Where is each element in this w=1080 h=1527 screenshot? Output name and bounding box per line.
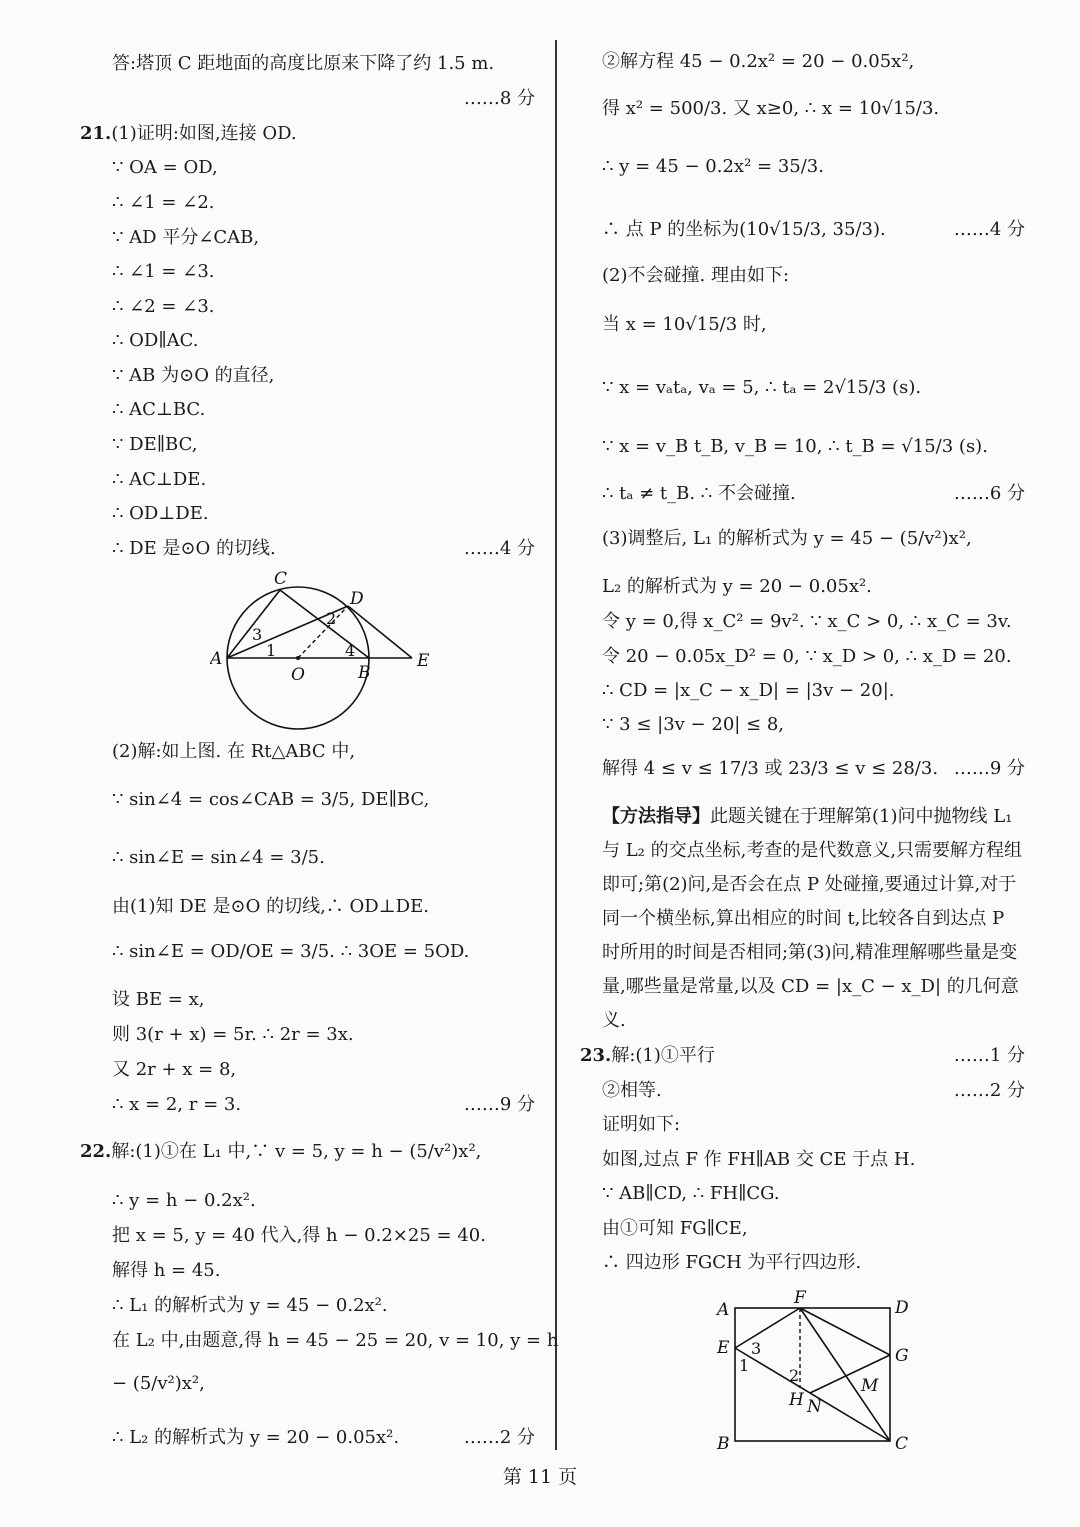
- solution-line: ②相等.: [602, 1080, 662, 1101]
- solution-line: ∴ y = h − 0.2x².: [112, 1190, 256, 1211]
- score-mark: ……6 分: [953, 483, 1025, 504]
- label-d: D: [350, 589, 364, 609]
- angle-1-label: 1: [266, 641, 277, 660]
- solution-line: ②解方程 45 − 0.2x² = 20 − 0.05x²,: [602, 51, 915, 72]
- solution-line: 又 2r + x = 8,: [112, 1059, 237, 1080]
- solution-line: ∵ AB 为⊙O 的直径,: [112, 365, 275, 386]
- label-m: M: [861, 1376, 879, 1396]
- solution-line: ∵ x = v_B t_B, v_B = 10, ∴ t_B = √15/3 (s).: [602, 436, 988, 457]
- solution-line: ∴ y = 45 − 0.2x² = 35/3.: [602, 156, 824, 177]
- solution-line: ∴ ∠2 = ∠3.: [112, 296, 215, 317]
- solution-line: ∵ sin∠4 = cos∠CAB = 3/5, DE∥BC,: [112, 789, 430, 810]
- solution-line: ∴ AC⊥BC.: [112, 399, 206, 420]
- angle-2-label: 2: [789, 1366, 800, 1385]
- score-mark: ……9 分: [463, 1094, 535, 1115]
- score-mark: ……8 分: [463, 88, 535, 109]
- solution-line: 解:(1)①平行: [611, 1045, 715, 1066]
- label-n: N: [807, 1397, 822, 1417]
- rectangle-parallelogram-figure: [705, 1285, 925, 1457]
- problem-22-header: [80, 1140, 535, 1164]
- solution-line: 如图,过点 F 作 FH∥AB 交 CE 于点 H.: [602, 1149, 916, 1170]
- solution-line: (1)证明:如图,连接 OD.: [111, 123, 297, 144]
- solution-line: − (5/v²)x²,: [112, 1373, 205, 1394]
- solution-line: ∴ ∠1 = ∠3.: [112, 261, 215, 282]
- solution-line: (3)调整后, L₁ 的解析式为 y = 45 − (5/v²)x²,: [602, 528, 972, 549]
- angle-3-label: 3: [252, 625, 263, 644]
- solution-line: ∵ AB∥CD, ∴ FH∥CG.: [602, 1183, 780, 1204]
- solution-line: ∵ 3 ≤ |3v − 20| ≤ 8,: [602, 714, 785, 735]
- segment-fg: [800, 1308, 890, 1355]
- solution-line: ∴ AC⊥DE.: [112, 469, 207, 490]
- solution-line: ∵ x = vₐtₐ, vₐ = 5, ∴ tₐ = 2√15/3 (s).: [602, 377, 922, 398]
- solution-line: ∴ OD⊥DE.: [112, 503, 209, 524]
- problem-number: 23.: [580, 1045, 612, 1066]
- solution-line: ∴ tₐ ≠ t_B. ∴ 不会碰撞.: [602, 483, 796, 504]
- center-point: [296, 656, 300, 660]
- segment-ef: [735, 1308, 800, 1348]
- problem-number: 21.: [80, 123, 112, 144]
- label-e: E: [717, 1338, 730, 1358]
- solution-line: (2)不会碰撞. 理由如下:: [602, 265, 790, 286]
- angle-3-label: 3: [751, 1339, 762, 1358]
- label-f: F: [794, 1288, 806, 1308]
- angle-4-label: 4: [345, 641, 356, 660]
- solution-line: (2)解:如上图. 在 Rt△ABC 中,: [112, 741, 356, 762]
- solution-line: 证明如下:: [602, 1114, 681, 1135]
- score-mark: ……4 分: [953, 219, 1025, 240]
- solution-line: ∵ AD 平分∠CAB,: [112, 227, 260, 248]
- problem-21-header: [80, 122, 535, 146]
- solution-line: 设 BE = x,: [112, 989, 205, 1010]
- solution-line: 得 x² = 500/3. 又 x≥0, ∴ x = 10√15/3.: [602, 98, 940, 119]
- solution-line: 解得 h = 45.: [112, 1260, 221, 1281]
- rectangle-abcd: [735, 1308, 890, 1441]
- segment-fc: [800, 1308, 890, 1441]
- solution-line: ∴ OD∥AC.: [112, 330, 199, 351]
- label-a: A: [210, 649, 223, 669]
- label-a: A: [717, 1300, 730, 1320]
- solution-line: ∴ CD = |x_C − x_D| = |3v − 20|.: [602, 680, 895, 701]
- solution-line: 令 y = 0,得 x_C² = 9v². ∵ x_C > 0, ∴ x_C = 3v.: [602, 611, 1012, 632]
- solution-line: ∴ L₂ 的解析式为 y = 20 − 0.05x².: [112, 1427, 400, 1448]
- solution-line: 由①可知 FG∥CE,: [602, 1218, 748, 1239]
- solution-line: 解:(1)①在 L₁ 中,∵ v = 5, y = h − (5/v²)x²,: [111, 1141, 482, 1162]
- circle-tangent-figure: [210, 570, 570, 735]
- angle-1-label: 1: [739, 1356, 750, 1375]
- label-e: E: [417, 651, 430, 671]
- solution-line: ∴ 四边形 FGCH 为平行四边形.: [602, 1252, 862, 1273]
- score-mark: ……2 分: [463, 1427, 535, 1448]
- solution-line: 解得 4 ≤ v ≤ 17/3 或 23/3 ≤ v ≤ 28/3.: [602, 758, 939, 779]
- label-c: C: [895, 1434, 909, 1454]
- solution-line: 把 x = 5, y = 40 代入,得 h − 0.2×25 = 40.: [112, 1225, 486, 1246]
- solution-line: 由(1)知 DE 是⊙O 的切线,∴ OD⊥DE.: [112, 896, 429, 917]
- angle-2-label: 2: [326, 609, 337, 628]
- method-guidance: [602, 800, 1025, 1038]
- solution-line: ∴ 点 P 的坐标为(10√15/3, 35/3).: [602, 219, 886, 240]
- label-h: H: [789, 1390, 804, 1410]
- label-c: C: [274, 570, 288, 589]
- solution-line: ∴ L₁ 的解析式为 y = 45 − 0.2x².: [112, 1295, 388, 1316]
- column-divider: [555, 40, 557, 1450]
- solution-line: L₂ 的解析式为 y = 20 − 0.05x².: [602, 576, 872, 597]
- method-guidance-text: 此题关键在于理解第(1)问中抛物线 L₁ 与 L₂ 的交点坐标,考查的是代数意义,只需要解方程组即可;第(2)问,是否会在点 P 处碰撞,要通过计算,对于同一个横坐标,算出相应的时间 t,比较各自到达点 P 时所用的时间是否相同;第(3)问,精准理解哪些量是变量,哪些量是常量,以及 CD = |x_C − x_D| 的几何意义.: [602, 806, 1023, 1031]
- solution-line: ∵ DE∥BC,: [112, 434, 198, 455]
- label-b: B: [358, 663, 371, 683]
- segment-od: [298, 606, 348, 658]
- solution-line: ∴ x = 2, r = 3.: [112, 1094, 242, 1115]
- problem-number: 22.: [80, 1141, 112, 1162]
- solution-line: ∴ DE 是⊙O 的切线.: [112, 538, 276, 559]
- solution-line: ∴ ∠1 = ∠2.: [112, 192, 215, 213]
- page-number: 第 11 页: [502, 1466, 578, 1488]
- answer-line: 答:塔顶 C 距地面的高度比原来下降了约 1.5 m.: [112, 53, 495, 74]
- solution-line: ∵ OA = OD,: [112, 157, 218, 178]
- score-mark: ……2 分: [953, 1080, 1025, 1101]
- solution-line: 则 3(r + x) = 5r. ∴ 2r = 3x.: [112, 1024, 354, 1045]
- solution-line: 当 x = 10√15/3 时,: [602, 314, 767, 335]
- score-mark: ……1 分: [953, 1045, 1025, 1066]
- label-b: B: [717, 1434, 730, 1454]
- label-d: D: [895, 1298, 909, 1318]
- solution-line: 令 20 − 0.05x_D² = 0, ∵ x_D > 0, ∴ x_D = 20.: [602, 646, 1012, 667]
- solution-line: 在 L₂ 中,由题意,得 h = 45 − 25 = 20, v = 10, y = h: [112, 1330, 559, 1351]
- method-guidance-tag: 【方法指导】: [602, 806, 710, 827]
- label-o: O: [291, 665, 305, 685]
- score-mark: ……4 分: [463, 538, 535, 559]
- solution-line: ∴ sin∠E = OD/OE = 3/5. ∴ 3OE = 5OD.: [112, 941, 470, 962]
- solution-line: ∴ sin∠E = sin∠4 = 3/5.: [112, 847, 325, 868]
- label-g: G: [895, 1346, 909, 1366]
- score-mark: ……9 分: [953, 758, 1025, 779]
